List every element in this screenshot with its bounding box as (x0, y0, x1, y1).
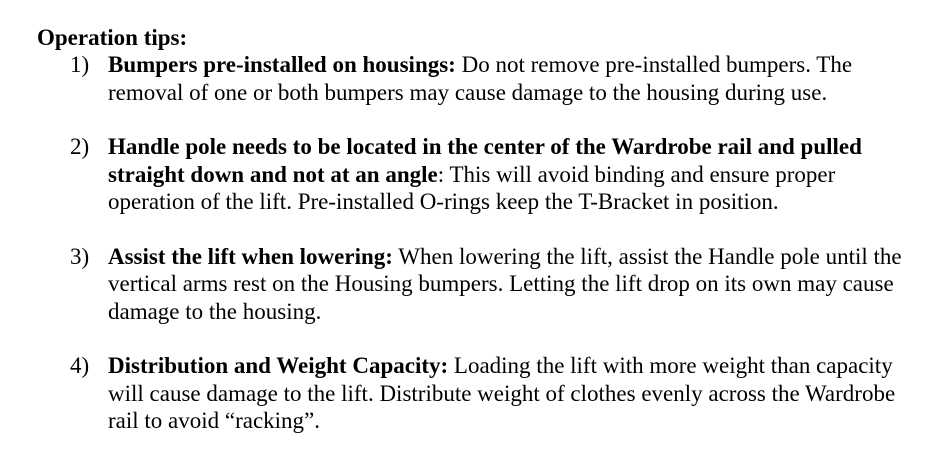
tip-item (37, 352, 917, 435)
tip-number: 3) (70, 243, 90, 269)
tip-number: 4) (70, 353, 90, 378)
tip-lead: Handle pole needs to be located in the center of the Wardrobe rail and pulled straight down and not at an angle (108, 134, 862, 187)
tip-body: : This will avoid binding and ensure proper operation of the lift. Pre-installed O-rings keep the T-Bracket in position. (108, 161, 836, 214)
tip-item (37, 243, 917, 326)
section-heading: Operation tips: (37, 25, 188, 50)
tip-lead: Assist the lift when lowering: (108, 243, 393, 269)
tip-item (37, 133, 917, 216)
tip-number: 1) (70, 52, 90, 77)
tip-body: Do not remove pre-installed bumpers. The removal of one or both bumpers may cause damage to the housing during use. (108, 52, 853, 105)
tip-body: Loading the lift with more weight than capacity will cause damage to the lift. Distribute weight of clothes evenly across the Wardrobe rail to avoid “racking”. (108, 353, 896, 433)
tip-item (37, 51, 917, 106)
tips-list (37, 51, 917, 435)
tip-lead: Bumpers pre-installed on housings: (108, 52, 456, 77)
document (37, 24, 917, 435)
tip-number: 2) (70, 134, 90, 159)
tip-lead: Distribution and Weight Capacity: (108, 353, 449, 378)
tip-body: When lowering the lift, assist the Handle pole until the vertical arms rest on the Housing bumpers. Letting the lift drop on its own may cause damage to the housing. (108, 243, 902, 324)
